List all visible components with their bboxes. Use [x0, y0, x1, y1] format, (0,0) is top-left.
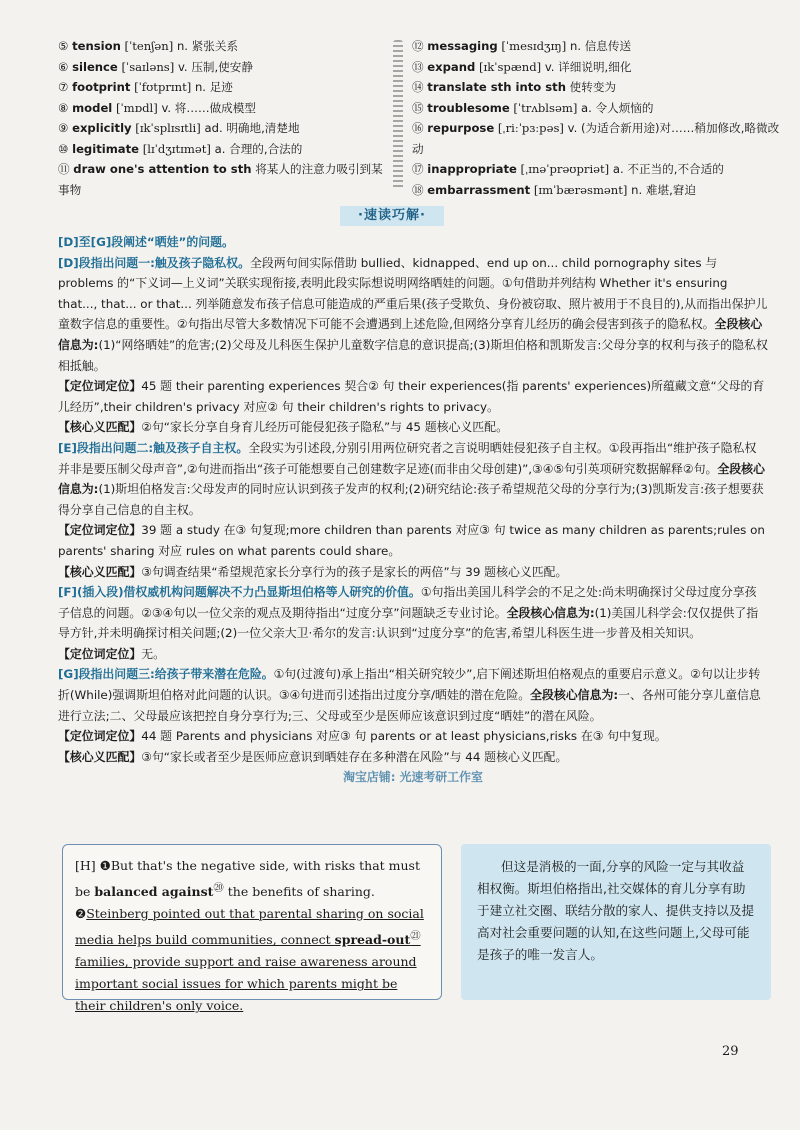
footnote-21: ㉑	[410, 930, 421, 943]
chinese-translation-box: 但这是消极的一面,分享的风险一定与其收益相权衡。斯坦伯格指出,社交媒体的育儿分享有助于建立社交圈、联结分散的家人、提供支持以及提高对社会重要问题的认知,在这些问题上,父母可能是孩子的唯一发言人。	[461, 844, 771, 1000]
vocab-pos: a.	[581, 100, 592, 115]
vocab-word: embarrassment	[427, 182, 531, 197]
vocab-ipa: [ˌɪnəˈprəʊpriət]	[520, 162, 610, 176]
binding-spine	[393, 40, 403, 190]
vocab-meaning: 不正当的,不合适的	[627, 162, 724, 176]
paragraph-f-analysis: [F](插入段)借权威机构问题解决不力凸显斯坦伯格等人研究的价值。①句指出美国儿科学会的不足之处:尚未明确探讨父母过度分享孩子信息的问题。②③④句以一位父亲的观点及期待指出“过度分享”问题缺乏专业讨论。全段核心信息为:(1)美国儿科学会:仅仅提供了指导方针,并未明确探讨相关问题;(2)一位父亲大卫·希尔的发言:认识到“过度分享”的危害,希望儿科医生进一步普及相关知识。	[58, 585, 759, 641]
paragraph-g-locator: 【定位词定位】44 题 Parents and physicians 对应③ 句 parents or at least physicians,risks 在③ 句中复现。	[58, 729, 667, 744]
vocab-word: messaging	[427, 39, 498, 53]
vocab-pos: v.	[177, 59, 188, 74]
vocab-ipa: [ɪkˈspænd]	[479, 59, 542, 74]
paragraph-e-match: 【核心义匹配】③句调查结果“希望规范家长分享行为的孩子是家长的两倍”与 39 题核心义匹配。	[58, 564, 568, 579]
english-passage-box	[62, 844, 442, 1014]
paragraph-d-analysis: [D]段指出问题一:触及孩子隐私权。全段两句间实际借助 bullied、kidnapped、end up on... child pornography sites 与 problems 的“下义词—上义词”关联实现衔接,表明此段实际想说明网络晒娃的问题。①句借助并列结构 Whether it's ensuring that..., that... or that... 列举随意发布孩子信息可能造成的严重后果(孩子受欺负、身份被窃取、照片被用于不良目的),从而指出保护儿童数字信息的重要性。②句指出尽管大多数情况下可能不会遭遇到上述危险,但网络分享育儿经历的确会侵害到孩子的隐私权。全段核心信息为:(1)“网络晒娃”的危害;(2)父母及儿科医生保护儿童数字信息的意识提高;(3)斯坦伯格和凯斯发言:父母分享的权利与孩子的隐私权相抵触。	[58, 255, 768, 373]
vocab-ipa: [ˈtrʌblsəm]	[513, 100, 578, 115]
vocab-number: ⑨	[58, 121, 69, 135]
vocab-item	[412, 57, 782, 78]
vocab-ipa: [ˌriːˈpɜːpəs]	[497, 121, 564, 135]
passage-tag: [H]	[75, 858, 96, 873]
paragraph-g-match: 【核心义匹配】③句“家长或者至少是医师应意识到晒娃存在多种潜在风险”与 44 题核心义匹配。	[58, 749, 568, 764]
vocab-pos: a.	[214, 141, 226, 156]
vocab-meaning: 压制,使安静	[191, 59, 253, 74]
vocab-number: ⑫	[412, 39, 424, 53]
page-number: 29	[722, 1044, 739, 1059]
vocab-list-right	[412, 36, 782, 200]
vocab-word: translate sth into sth	[427, 80, 566, 94]
vocab-pos: ad.	[204, 121, 223, 135]
vocab-meaning: 难堪,窘迫	[645, 182, 696, 197]
vocab-word: legitimate	[72, 141, 140, 156]
footnote-20: ⑳	[213, 882, 224, 894]
vocab-word: inappropriate	[427, 162, 517, 176]
vocab-item	[58, 159, 388, 200]
sentence-1-text-a: But that's the negative side, with risks that must be	[75, 858, 420, 900]
vocab-pos: n.	[176, 39, 188, 53]
vocab-ipa: [lɪˈdʒɪtɪmət]	[142, 141, 211, 156]
vocab-item	[412, 118, 782, 159]
vocab-item	[412, 180, 782, 201]
vocab-meaning: (为适合新用途)对……稍加修改,略微改动	[412, 121, 780, 156]
vocab-number: ⑯	[412, 121, 424, 135]
vocab-number: ⑦	[58, 80, 69, 94]
vocab-word: footprint	[72, 80, 131, 94]
vocab-item	[58, 118, 388, 139]
vocab-balanced-against: balanced against	[94, 884, 214, 900]
vocab-meaning: 将某人的注意力吸引到某事物	[58, 162, 383, 197]
vocab-pos: v.	[567, 121, 578, 135]
vocab-number: ⑮	[412, 100, 424, 115]
vocab-number: ⑥	[58, 59, 69, 74]
vocab-item	[58, 36, 388, 57]
vocab-word: repurpose	[427, 121, 495, 135]
vocab-pos: v.	[161, 100, 172, 115]
sentence-2-number: ❷	[75, 906, 87, 922]
paragraph-e-locator: 【定位词定位】39 题 a study 在③ 句复现;more children than parents 对应③ 句 twice as many children as parents;rules on parents' sharing 对应 rules on what parents could share。	[58, 523, 765, 558]
vocab-meaning: 明确地,清楚地	[226, 121, 300, 135]
vocab-ipa: [ˈmesɪdʒɪŋ]	[501, 39, 567, 53]
vocab-number: ⑰	[412, 162, 424, 176]
vocab-item	[58, 57, 388, 78]
vocab-pos: n.	[569, 39, 582, 53]
vocab-word: explicitly	[72, 121, 132, 135]
vocab-meaning: 令人烦恼的	[595, 100, 654, 115]
vocab-number: ⑭	[412, 80, 424, 94]
paragraph-d-match: 【核心义匹配】②句“家长分享自身育儿经历可能侵犯孩子隐私”与 45 题核心义匹配。	[58, 420, 508, 435]
vocab-item	[412, 98, 782, 119]
analysis-intro: [D]至[G]段阐述“晒娃”的问题。	[58, 235, 234, 249]
vocab-word: model	[72, 100, 113, 115]
vocab-meaning: 合理的,合法的	[229, 141, 303, 156]
vocab-spread-out: spread-out	[334, 932, 411, 948]
sentence-1-text-b: the benefits of sharing.	[223, 884, 375, 900]
vocab-meaning: 信息传送	[584, 39, 632, 53]
vocab-word: draw one's attention to sth	[73, 162, 252, 176]
vocab-pos: v.	[544, 59, 555, 74]
vocab-meaning: 详细说明,细化	[558, 59, 632, 74]
vocab-ipa: [ɪkˈsplɪsɪtli]	[135, 121, 201, 135]
paragraph-d-locator: 【定位词定位】45 题 their parenting experiences 契合② 句 their experiences(指 parents' experiences)所蕴藏文意“父母的育儿经历”,their children's privacy 对应② 句 their children's rights to privacy。	[58, 379, 765, 414]
vocab-ipa: [ˈfʊtprɪnt]	[134, 80, 192, 94]
vocab-meaning: 将……做成模型	[174, 100, 256, 115]
vocab-item	[412, 77, 782, 98]
paragraph-g-analysis: [G]段指出问题三:给孩子带来潜在危险。①句(过渡句)承上指出“相关研究较少”,启下阐述斯坦伯格观点的重要启示意义。②句以让步转折(While)强调斯坦伯格对此问题的认识。③④句进而引述指出过度分享/晒娃的潜在危险。全段核心信息为:一、各州可能分享儿童信息进行立法;二、父母最应该把控自身分享行为;三、父母或至少是医师应该意识到过度“晒娃”的潜在风险。	[58, 667, 761, 723]
vocab-meaning: 使转变为	[569, 80, 617, 94]
vocab-number: ⑱	[412, 182, 424, 197]
vocab-meaning: 足迹	[209, 80, 233, 94]
sentence-2-text-a: Steinberg pointed out that parental sharing on social media helps build communities, connect	[75, 906, 424, 948]
section-title: ·速读巧解·	[340, 206, 444, 226]
vocab-word: troublesome	[427, 100, 510, 115]
store-watermark: 淘宝店铺: 光速考研工作室	[343, 770, 483, 785]
vocab-number: ⑧	[58, 100, 69, 115]
analysis-section	[58, 232, 768, 788]
vocab-number: ⑤	[58, 39, 69, 53]
sentence-2-text-b: families, provide support and raise awareness around important social issues for which parents might be their children's only voice.	[75, 954, 417, 1014]
vocab-pos: a.	[612, 162, 624, 176]
paragraph-f-locator: 【定位词定位】无。	[58, 646, 166, 661]
vocab-ipa: [ˈmɒdl]	[115, 100, 158, 115]
vocab-number: ⑪	[58, 162, 70, 176]
paragraph-e-analysis: [E]段指出问题二:触及孩子自主权。全段实为引述段,分别引用两位研究者之言说明晒娃侵犯孩子自主权。①段再指出“维护孩子隐私权并非是要压制父母声音”,②句进而指出“孩子可能想要自己创建数字足迹(而非由父母创建)”,③④⑤句引英项研究数据解释②句。全段核心信息为:(1)斯坦伯格发言:父母发声的同时应认识到孩子发声的权利;(2)研究结论:孩子希望规范父母的分享行为;(3)凯斯发言:孩子想要获得分享自己信息的自主权。	[58, 440, 765, 517]
vocab-pos: n.	[631, 182, 643, 197]
vocab-list-left	[58, 36, 388, 200]
vocab-ipa: [ˈtenʃən]	[124, 39, 174, 53]
vocab-item	[58, 98, 388, 119]
vocab-word: tension	[72, 39, 121, 53]
vocab-item	[58, 139, 388, 160]
vocab-word: silence	[72, 59, 118, 74]
vocab-number: ⑩	[58, 141, 69, 156]
vocab-word: expand	[427, 59, 476, 74]
vocab-ipa: [ɪmˈbærəsmənt]	[533, 182, 628, 197]
vocab-ipa: [ˈsaɪləns]	[121, 59, 175, 74]
vocab-item	[58, 77, 388, 98]
vocab-number: ⑬	[412, 59, 424, 74]
sentence-1-number: ❶	[99, 858, 111, 873]
vocab-item	[412, 159, 782, 180]
vocab-meaning: 紧张关系	[191, 39, 239, 53]
vocab-pos: n.	[194, 80, 206, 94]
vocab-item	[412, 36, 782, 57]
